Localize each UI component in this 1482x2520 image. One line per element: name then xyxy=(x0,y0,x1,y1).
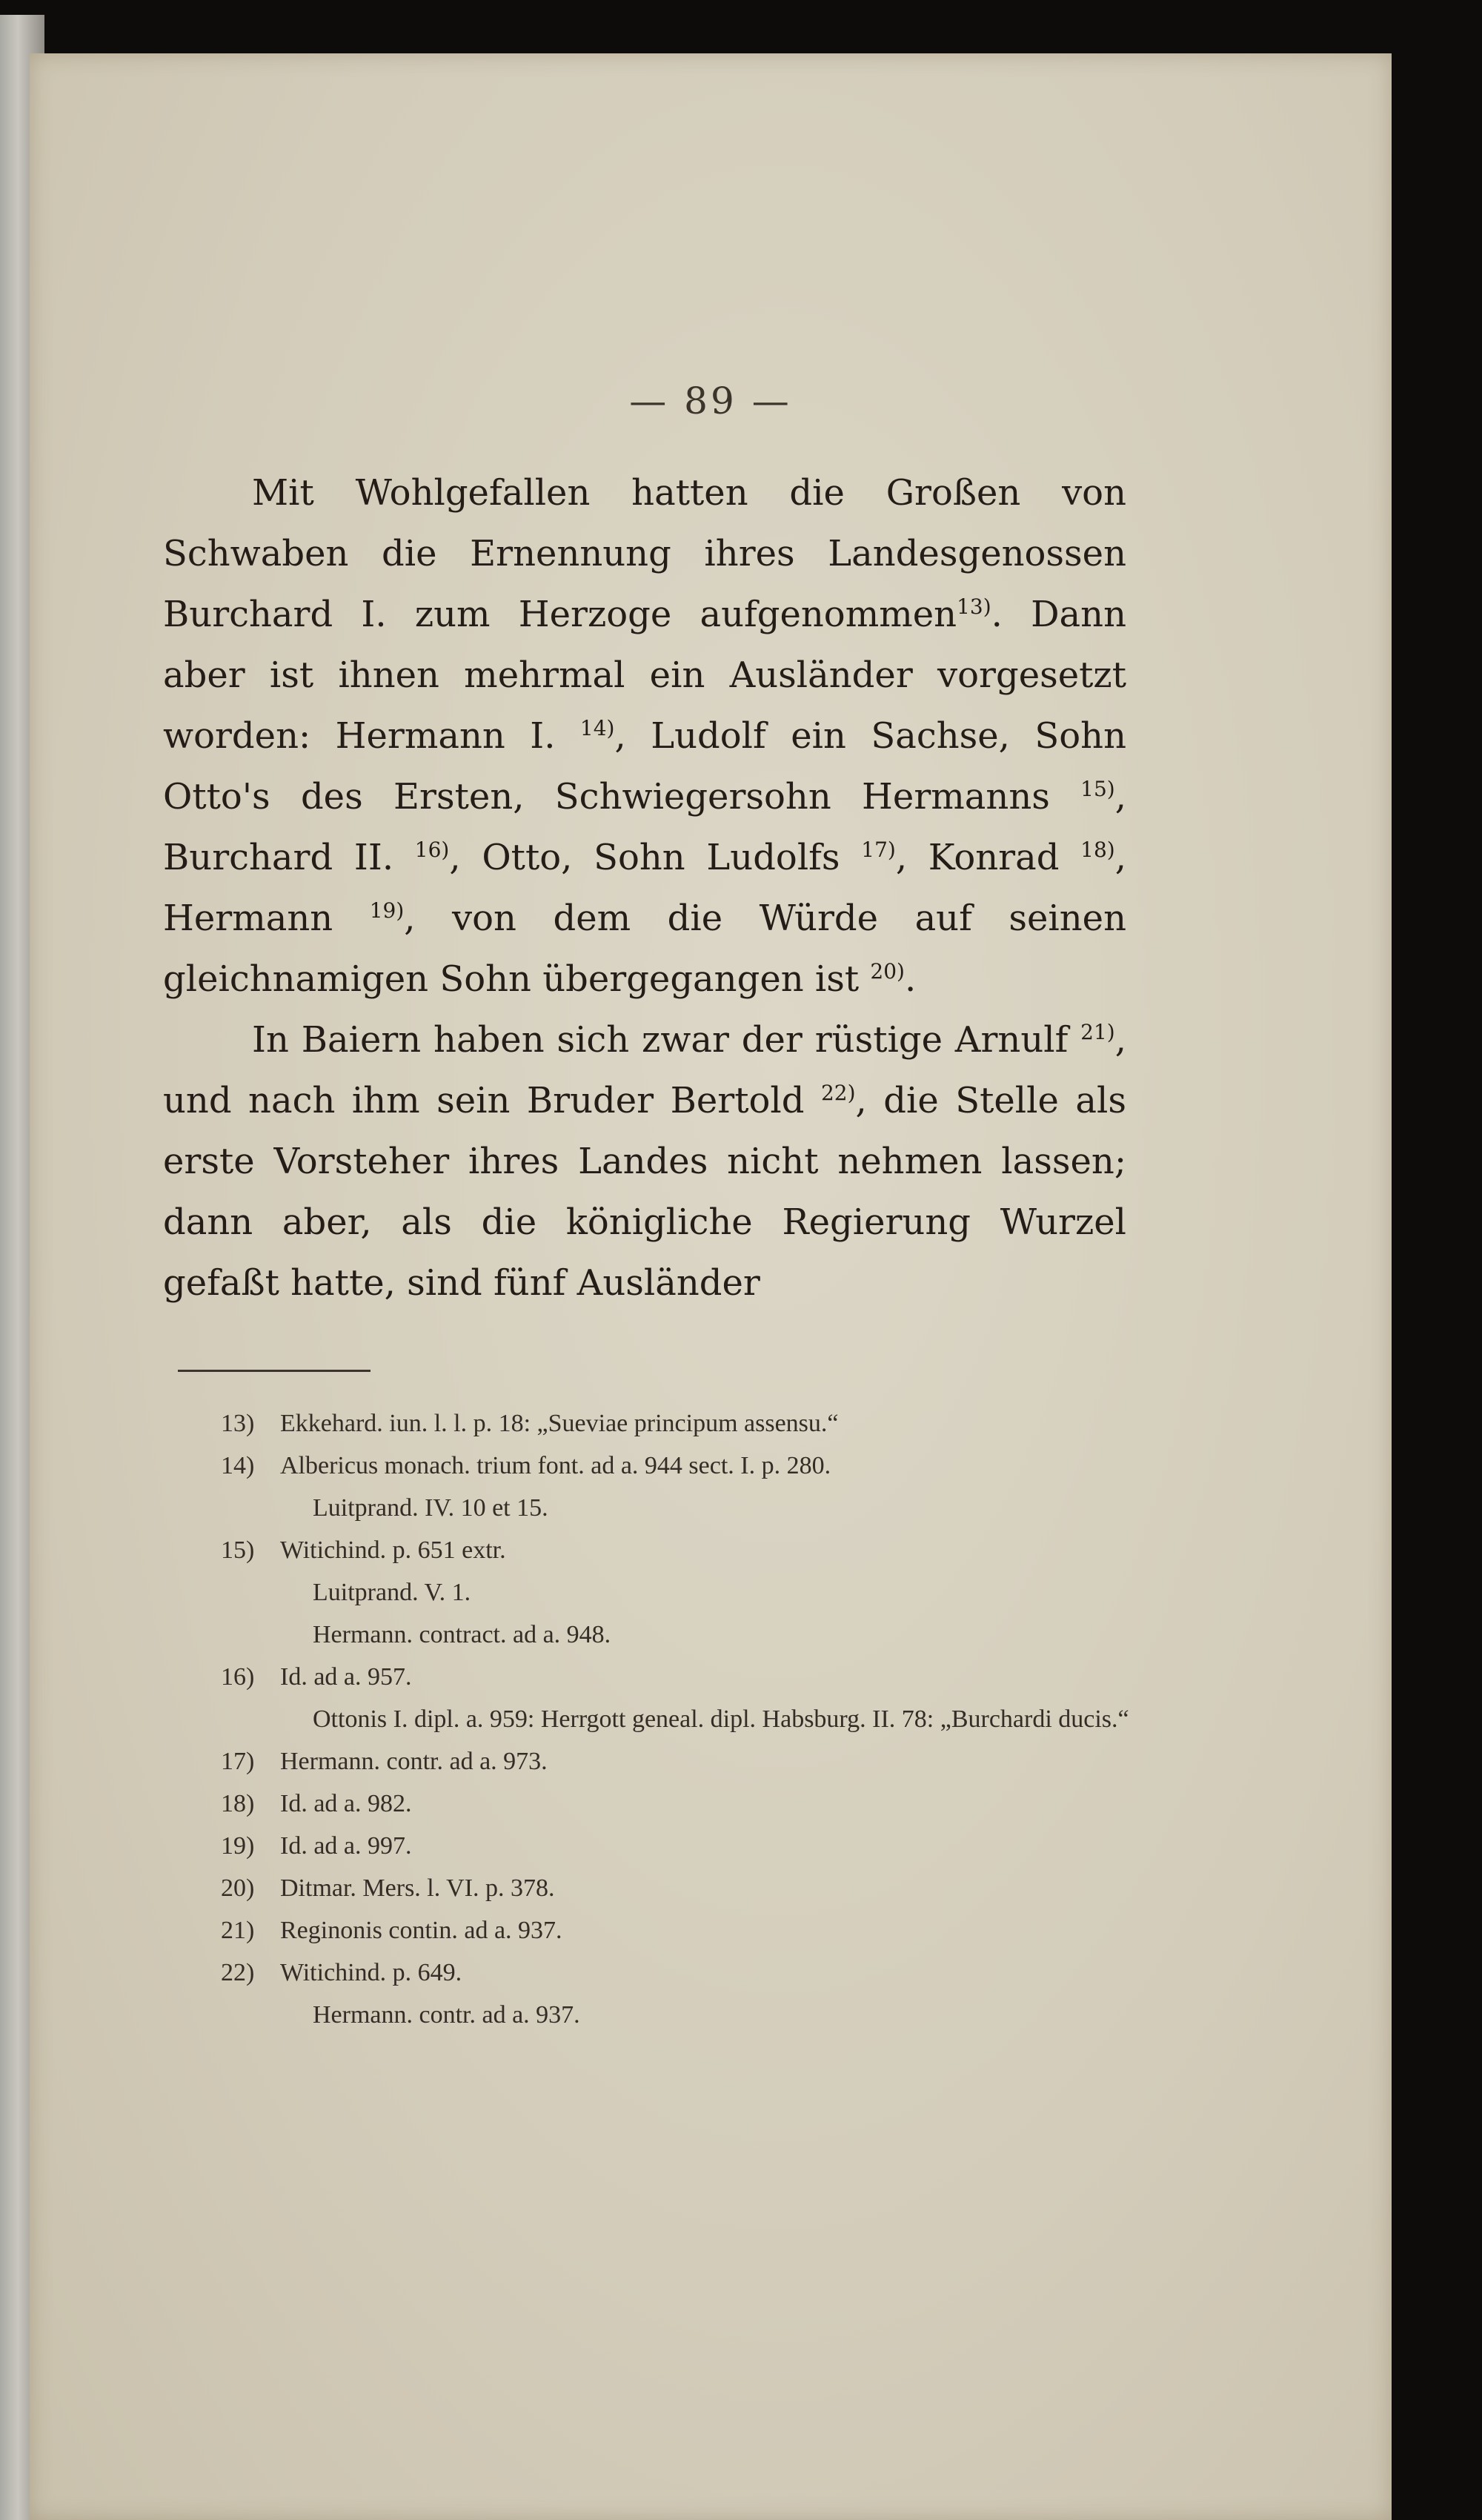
footnote xyxy=(221,1867,1169,1909)
footnote-marker: 21) xyxy=(1080,1020,1115,1044)
footnote-number: 21) xyxy=(221,1917,255,1944)
text-run: Mit Wohlgefallen hatten die Großen von Schwaben die Ernennung ihres Landesgenossen Burchard I. zum Herzoge aufgenommen xyxy=(163,472,1126,635)
text-run: In Baiern haben sich zwar der rüstige Arnulf xyxy=(252,1019,1081,1061)
footnote-marker: 13) xyxy=(957,594,991,619)
text-run: , Burchard II. xyxy=(163,776,1126,878)
footnote-number: 17) xyxy=(221,1748,255,1775)
footnote-marker: 14) xyxy=(579,716,615,740)
footnote xyxy=(221,1740,1169,1783)
footnote-line: Id. ad a. 982. xyxy=(280,1790,412,1817)
text-run: , und nach ihm sein Bruder Bertold xyxy=(163,1019,1126,1121)
footnote xyxy=(221,1656,1169,1740)
text-run: , von dem die Würde auf seinen gleichnamigen Sohn übergegangen ist xyxy=(163,898,1127,1000)
paragraph-1 xyxy=(163,462,1126,1009)
text-run: , Konrad xyxy=(895,837,1081,878)
text-run: , die Stelle als erste Vorsteher ihres Landes nicht nehmen lassen; dann aber, als die königliche Regierung Wurzel gefaßt hatte, sind fünf Ausländer xyxy=(163,1080,1126,1304)
footnote-number: 18) xyxy=(221,1790,255,1817)
footnote-line: Luitprand. V. 1. xyxy=(313,1579,471,1606)
footnote xyxy=(221,1529,1169,1656)
footnote-line: Ottonis I. dipl. a. 959: Herrgott geneal. dipl. Habsburg. II. 78: „Burchardi ducis.“ xyxy=(313,1705,1129,1733)
text-run: . xyxy=(904,958,917,1000)
footnote xyxy=(221,1952,1169,2036)
paragraph-2 xyxy=(163,1009,1126,1313)
footnote-marker: 19) xyxy=(369,898,405,923)
footnote-line: Albericus monach. trium font. ad a. 944 sect. I. p. 280. xyxy=(280,1452,831,1479)
footnote-number: 22) xyxy=(221,1959,255,1986)
footnote xyxy=(221,1402,1169,1445)
footnote xyxy=(221,1783,1169,1825)
footnote-number: 19) xyxy=(221,1832,255,1860)
footnote-number: 15) xyxy=(221,1536,255,1564)
footnote xyxy=(221,1909,1169,1952)
text-run: , Otto, Sohn Ludolfs xyxy=(449,837,862,878)
footnote-divider xyxy=(178,1370,370,1372)
main-text xyxy=(163,462,1126,1313)
footnote-line: Hermann. contract. ad a. 948. xyxy=(313,1621,611,1648)
footnote-line: Ekkehard. iun. l. l. p. 18: „Sueviae principum assensu.“ xyxy=(280,1410,839,1437)
footnote-number: 16) xyxy=(221,1663,255,1691)
footnote-line: Hermann. contr. ad a. 973. xyxy=(280,1748,548,1775)
footnote-line: Id. ad a. 997. xyxy=(280,1832,412,1860)
text-run: , Hermann xyxy=(163,837,1126,939)
footnote xyxy=(221,1445,1169,1529)
footnotes xyxy=(221,1402,1169,2036)
footnote-line: Ditmar. Mers. l. VI. p. 378. xyxy=(280,1874,555,1902)
footnote-number: 20) xyxy=(221,1874,255,1902)
footnote-line: Witichind. p. 651 extr. xyxy=(280,1536,506,1564)
footnote-line: Id. ad a. 957. xyxy=(280,1663,412,1691)
footnote-number: 13) xyxy=(221,1410,255,1437)
footnote-line: Hermann. contr. ad a. 937. xyxy=(313,2001,580,2029)
footnote-number: 14) xyxy=(221,1452,255,1479)
text-run: . Dann aber ist ihnen mehrmal ein Ausländer vorgesetzt worden: Hermann I. xyxy=(163,594,1127,757)
footnote-marker: 22) xyxy=(820,1081,856,1105)
text-run: , Ludolf ein Sachse, Sohn Otto's des Ersten, Schwiegersohn Hermanns xyxy=(163,715,1126,818)
book-page xyxy=(30,53,1392,2520)
footnote-line: Reginonis contin. ad a. 937. xyxy=(280,1917,562,1944)
footnote-line: Witichind. p. 649. xyxy=(280,1959,462,1986)
footnote xyxy=(221,1825,1169,1867)
footnote-marker: 20) xyxy=(870,959,905,984)
footnote-marker: 15) xyxy=(1080,777,1115,801)
footnote-marker: 17) xyxy=(861,838,896,862)
footnote-line: Luitprand. IV. 10 et 15. xyxy=(313,1494,548,1522)
footnote-marker: 16) xyxy=(414,838,450,862)
page-number: — 89 — xyxy=(629,379,792,422)
footnote-marker: 18) xyxy=(1080,838,1115,862)
